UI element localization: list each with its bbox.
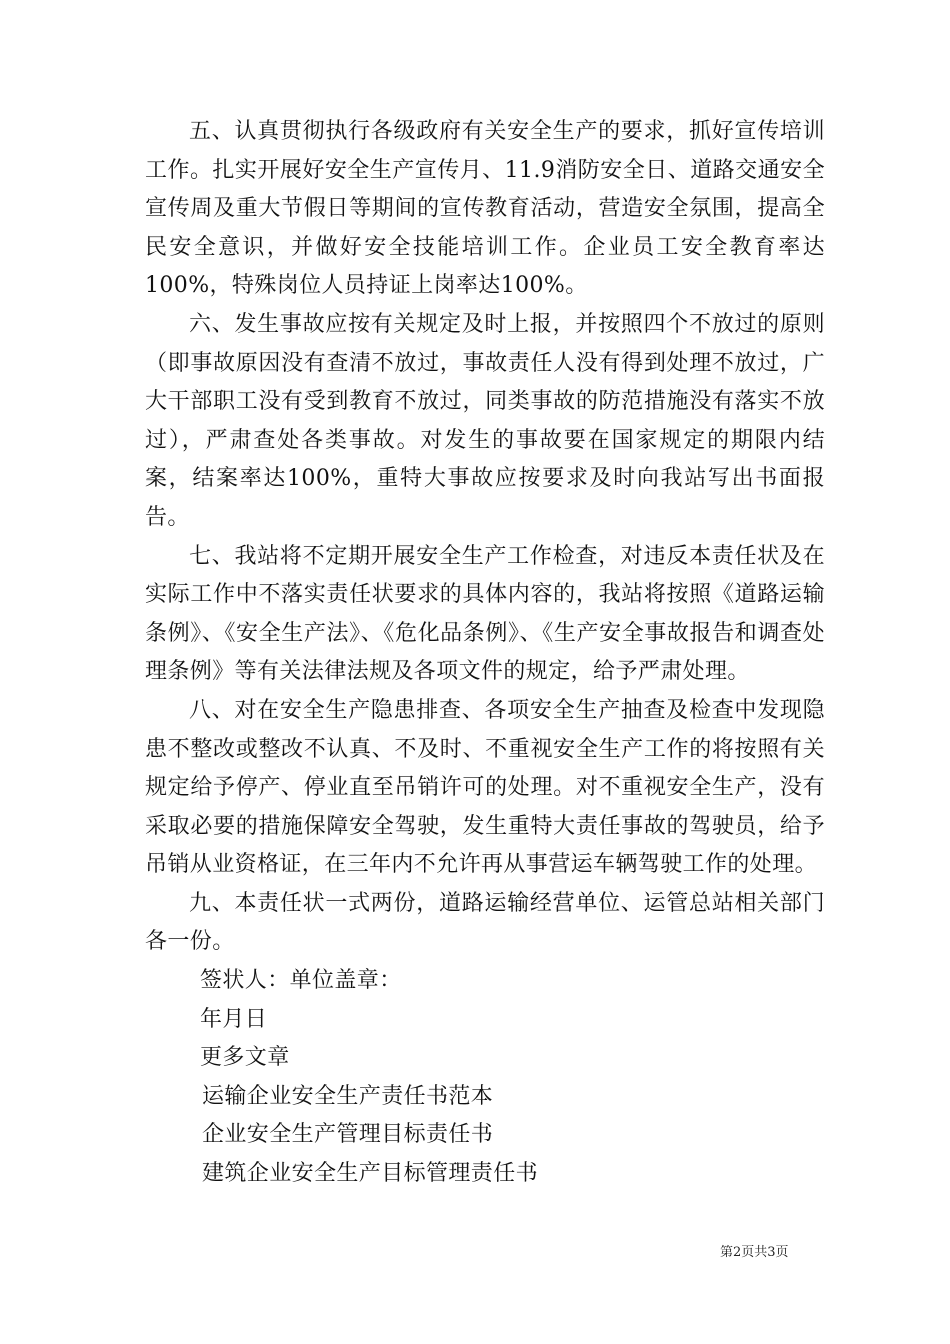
paragraph-7: 七、我站将不定期开展安全生产工作检查，对违反本责任状及在实际工作中不落实责任状要求的具体内容的，我站将按照《道路运输条例》、《安全生产法》、《危化品条例》、《生产安全事故报告和调查处理条例》等有关法律法规及各项文件的规定，给予严肃处理。 (145, 543, 825, 685)
signature-line: 签状人：单位盖章： (200, 968, 402, 994)
related-article-link[interactable]: 建筑企业安全生产目标管理责任书 (202, 1161, 539, 1187)
related-article-link[interactable]: 运输企业安全生产责任书范本 (202, 1083, 494, 1109)
related-article-link[interactable]: 企业安全生产管理目标责任书 (202, 1122, 494, 1148)
date-line: 年月日 (200, 1006, 268, 1032)
paragraph-5: 五、认真贯彻执行各级政府有关安全生产的要求，抓好宣传培训工作。扎实开展好安全生产宣传月、11.9消防安全日、道路交通安全宣传周及重大节假日等期间的宣传教育活动，营造安全氛围，提高全民安全意识，并做好安全技能培训工作。企业员工安全教育率达100%，特殊岗位人员持证上岗率达100%。 (145, 119, 825, 299)
page-number: 第2页共3页 (720, 1245, 789, 1260)
related-articles-list (145, 1078, 825, 1194)
paragraph-6: 六、发生事故应按有关规定及时上报，并按照四个不放过的原则（即事故原因没有查清不放过，事故责任人没有得到处理不放过，广大干部职工没有受到教育不放过，同类事故的防范措施没有落实不放过），严肃查处各类事故。对发生的事故要在国家规定的期限内结案，结案率达100%，重特大事故应按要求及时向我站写出书面报告。 (145, 311, 825, 530)
document-body (145, 113, 825, 1194)
paragraph-8: 八、对在安全生产隐患排查、各项安全生产抽查及检查中发现隐患不整改或整改不认真、不及时、不重视安全生产工作的将按照有关规定给予停产、停业直至吊销许可的处理。对不重视安全生产，没有采取必要的措施保障安全驾驶，发生重特大责任事故的驾驶员，给予吊销从业资格证，在三年内不允许再从事营运车辆驾驶工作的处理。 (145, 697, 825, 878)
paragraph-9: 九、本责任状一式两份，道路运输经营单位、运管总站相关部门各一份。 (145, 890, 825, 955)
more-articles-heading: 更多文章 (200, 1045, 290, 1071)
